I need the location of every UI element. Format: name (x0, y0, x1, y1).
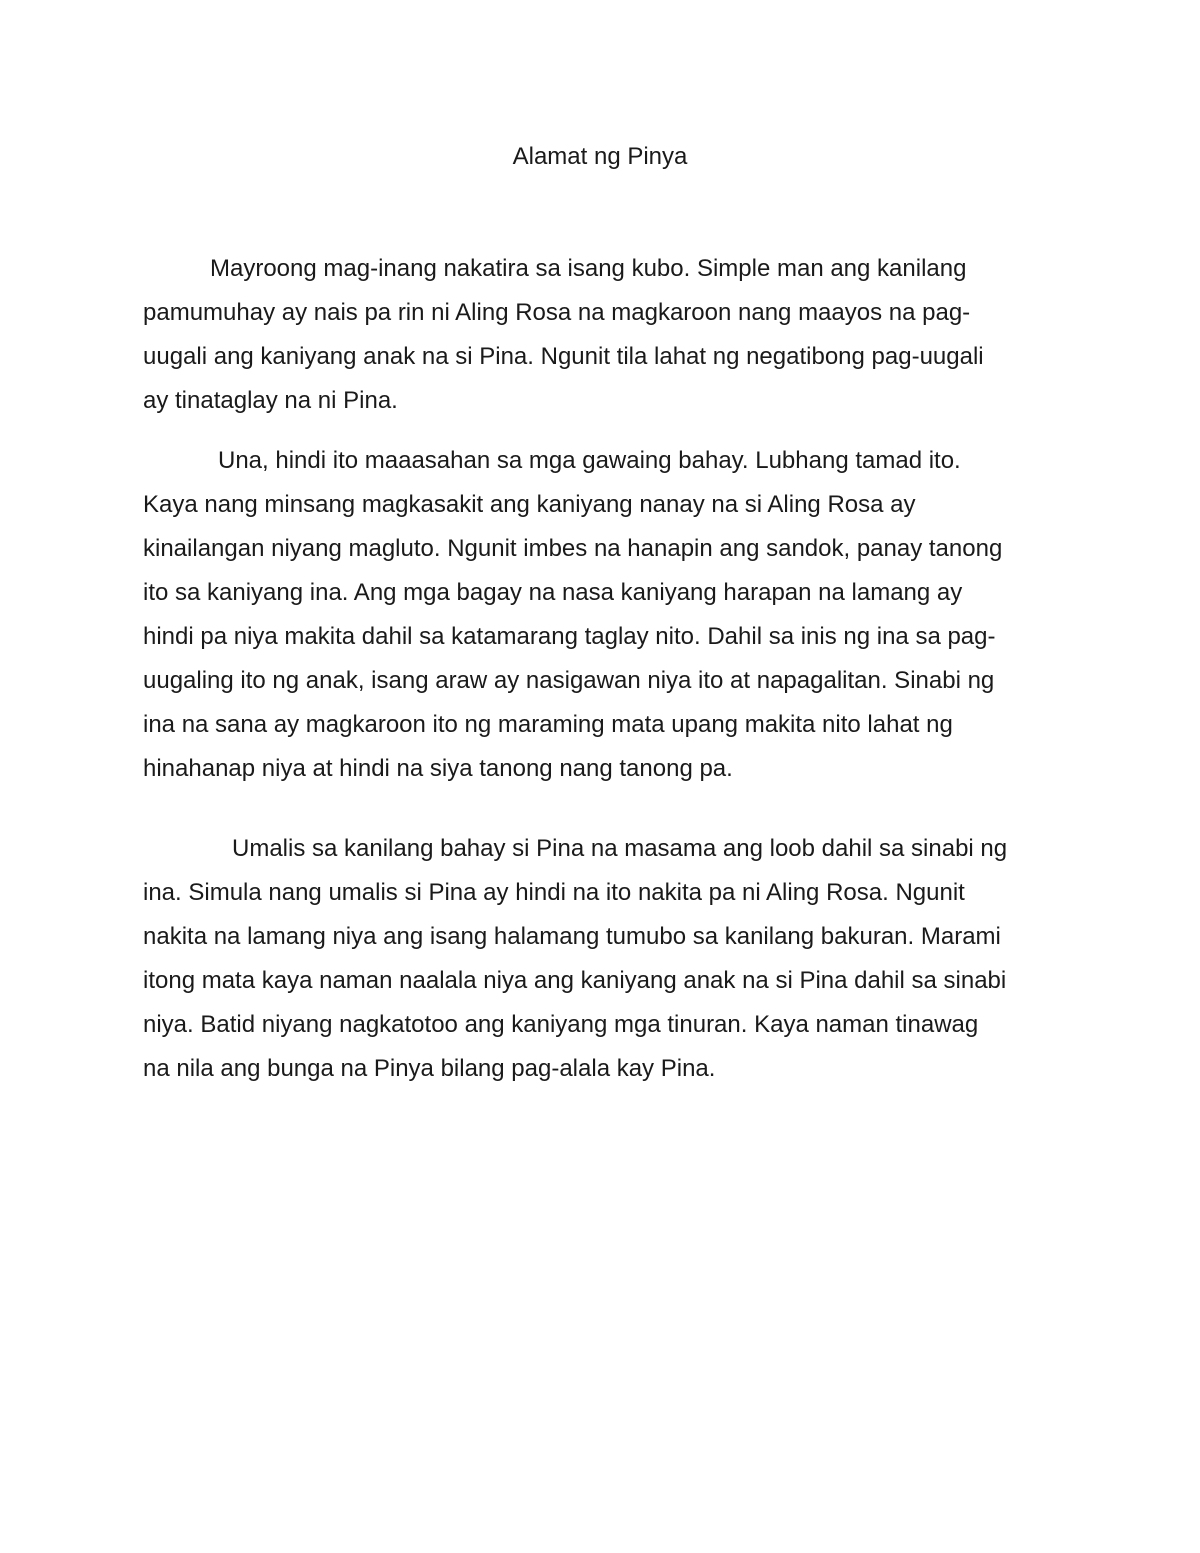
paragraph-1-line-3: uugali ang kaniyang anak na si Pina. Ngunit tila lahat ng negatibong pag-uugali (143, 343, 984, 370)
paragraph-2-line-3: kinailangan niyang magluto. Ngunit imbes na hanapin ang sandok, panay tanong (143, 535, 1003, 562)
paragraph-3-line-1: Umalis sa kanilang bahay si Pina na masama ang loob dahil sa sinabi ng (232, 835, 1008, 862)
paragraph-2-line-2: Kaya nang minsang magkasakit ang kaniyang nanay na si Aling Rosa ay (143, 491, 916, 518)
paragraph-1-line-2: pamumuhay ay nais pa rin ni Aling Rosa na magkaroon nang maayos na pag- (143, 299, 971, 326)
paragraph-1-line-1: Mayroong mag-inang nakatira sa isang kubo. Simple man ang kanilang (210, 255, 967, 282)
paragraph-2-line-6: uugaling ito ng anak, isang araw ay nasigawan niya ito at napagalitan. Sinabi ng (143, 667, 995, 694)
page-title: Alamat ng Pinya (512, 143, 688, 170)
paragraph-1-line-4: ay tinataglay na ni Pina. (143, 387, 398, 414)
paragraph-2-line-7: ina na sana ay magkaroon ito ng maraming mata upang makita nito lahat ng (143, 711, 953, 738)
paragraph-2-line-8: hinahanap niya at hindi na siya tanong nang tanong pa. (143, 755, 733, 782)
paragraph-3-line-5: niya. Batid niyang nagkatotoo ang kaniyang mga tinuran. Kaya naman tinawag (143, 1011, 979, 1038)
paragraph-3-line-6: na nila ang bunga na Pinya bilang pag-alala kay Pina. (143, 1055, 716, 1082)
paragraph-2-line-4: ito sa kaniyang ina. Ang mga bagay na nasa kaniyang harapan na lamang ay (143, 579, 963, 606)
paragraph-3-line-4: itong mata kaya naman naalala niya ang kaniyang anak na si Pina dahil sa sinabi (143, 967, 1007, 994)
paragraph-2-line-5: hindi pa niya makita dahil sa katamarang taglay nito. Dahil sa inis ng ina sa pag- (143, 623, 996, 650)
paragraph-3-line-3: nakita na lamang niya ang isang halamang tumubo sa kanilang bakuran. Marami (143, 923, 1001, 950)
paragraph-3-line-2: ina. Simula nang umalis si Pina ay hindi na ito nakita pa ni Aling Rosa. Ngunit (143, 879, 965, 906)
paragraph-2-line-1: Una, hindi ito maaasahan sa mga gawaing bahay. Lubhang tamad ito. (218, 447, 961, 474)
